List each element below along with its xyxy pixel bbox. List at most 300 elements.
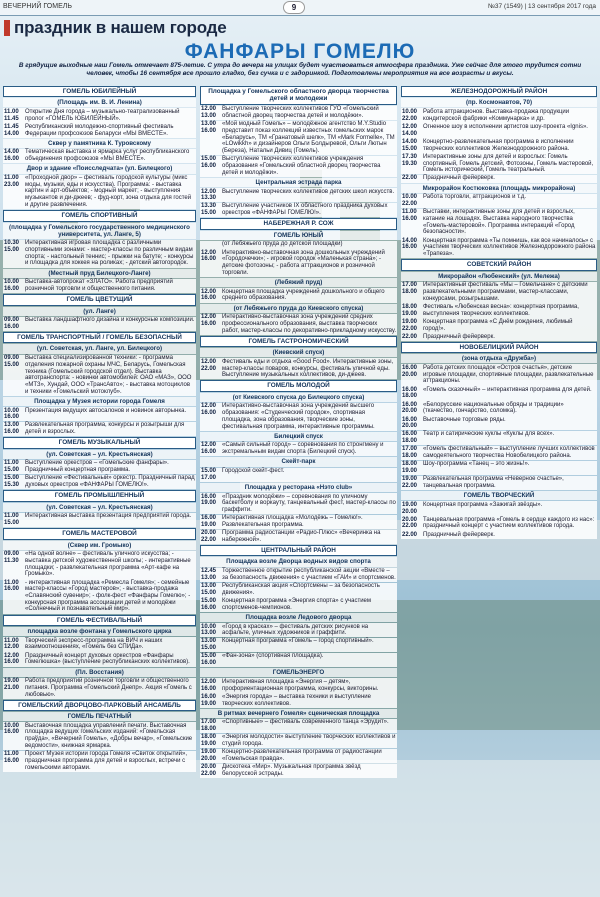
schedule-row [200, 203, 397, 217]
event-time: 13.00 15.00 [201, 638, 217, 652]
schedule-row [200, 358, 397, 379]
venue-heading: (Площадь им. В. И. Ленина) [3, 98, 196, 107]
event-time: 17.00 18.00 [402, 446, 418, 460]
schedule-row [3, 175, 196, 210]
venue-heading: (ул. Советская, ул. Ланге, ул. Билецкого) [3, 344, 196, 353]
schedule-row [200, 241, 397, 249]
venue-heading: Площадка возле Дворца водных видов спорта [200, 557, 397, 566]
event-time: 11.00 16.00 [4, 751, 20, 764]
event-description: (от Лебяжьего пруда до детской площадки) [222, 241, 343, 248]
event-time: 12.00 16.00 [201, 403, 217, 417]
event-time: 12.00 14.00 [402, 123, 418, 137]
venue-heading: Двор и здание «Поисследчата» (ул. Билецкого) [3, 164, 196, 173]
event-description: Выставочная площадка управлений печати. Выставочная площадка ведущих гомельских изданий: «Гомельская праўда», «Вечерний Гомель», «Добры вечар», «Гомельские ведомости», книжная ярмарка. [25, 722, 193, 749]
event-time: 13.00 16.00 [4, 422, 20, 436]
event-time: 14.00 15.00 [402, 138, 418, 152]
schedule-row [3, 123, 196, 137]
venue-heading: Площадка у ресторана «Нэто club» [200, 483, 397, 492]
schedule-row [3, 751, 196, 772]
event-description: Интерактивная площадка «Молодёжь – Гомелю!». Развлекательная программа. [222, 515, 363, 528]
section-heading: Площадка у Гомельского областного дворца творчества детей и молодежи [200, 86, 397, 105]
schedule-section [200, 432, 397, 457]
event-description: «Спортивные» – фестиваль современного танца «Эрудит». [222, 719, 389, 726]
program-column-3 [401, 86, 597, 891]
rubric [0, 17, 600, 39]
event-time: 15.00 16.00 [201, 156, 217, 169]
rubric-title: праздник в нашем городе [14, 18, 227, 37]
event-time: 15.00 16.00 [201, 653, 217, 667]
event-time: 12.00 13.00 [201, 106, 217, 119]
schedule-section [3, 164, 196, 209]
schedule-section [200, 380, 397, 430]
schedule-row [401, 446, 597, 460]
event-time: 09.00 16.00 [4, 317, 20, 330]
schedule-row [401, 194, 597, 208]
event-time: 15.00 16.00 [201, 597, 217, 611]
schedule-row [200, 734, 397, 748]
venue-heading: Площадка возле Ледового дворца [200, 613, 397, 622]
event-time: 17.30 19.30 [402, 153, 418, 167]
schedule-row [3, 240, 196, 268]
schedule-row [200, 719, 397, 733]
schedule-row [401, 364, 597, 385]
event-time: 19.00 20.00 [201, 749, 217, 763]
schedule-row [401, 531, 597, 539]
schedule-section [401, 342, 597, 490]
event-description: Фестиваль «Любенская весна»: концертная программа, выступления творческих коллективов. [423, 303, 579, 317]
event-description: Концертная программа «С Днём рождения, любимый город!». [423, 318, 573, 332]
event-description: Театр и сатирические куклы «Куклы для всех». [423, 431, 555, 438]
venue-heading: (ул. Советская – ул. Крестьянская) [3, 450, 196, 459]
schedule-section [3, 668, 196, 699]
event-description: Интерактивные зоны для детей и взрослых: Гомель спортивный, Гомель детский, Фотозоны, Гомель мастеровой, Гомель исторический, Гомель театральный. [423, 153, 594, 174]
schedule-row [200, 188, 397, 202]
schedule-row [3, 355, 196, 396]
section-heading: ГОМЕЛЬ ЮБИЛЕЙНЫЙ [3, 86, 196, 97]
venue-heading: ГОМЕЛЬЭНЕРГО [200, 668, 397, 677]
event-description: Выступление творческих коллективов учреждения образования «Гомельский областной дворец творчества детей и молодёжи». [222, 156, 381, 176]
schedule-section [3, 139, 196, 164]
event-time: 20.00 22.00 [201, 764, 217, 777]
event-description: Концертная программа «Ты помнишь, как все начиналось» с участием творческих коллективов Железнодорожного района «Трапеза». [423, 237, 596, 258]
venue-heading: (Местный пруд Билецкого-Ланге) [3, 269, 196, 278]
schedule-row [3, 678, 196, 699]
schedule-row [200, 623, 397, 637]
event-description: Интерактивная площадка «Энергия – детям», профориентационная программа, конкурсы, викторины. [222, 678, 379, 692]
event-time: 16.00 18.00 [402, 386, 418, 400]
event-description: Республиканский молодежно-спортивный фестиваль Федерации профсоюзов Беларуси «МЫ ВМЕСТЕ». [25, 123, 174, 137]
schedule-row [3, 652, 196, 666]
event-time: 11.00 12.00 [4, 637, 20, 651]
schedule-row [401, 476, 597, 490]
schedule-section [401, 86, 597, 183]
schedule-row [200, 403, 397, 431]
event-time: 20.00 22.00 [402, 516, 418, 530]
event-time: 15.00 17.00 [201, 468, 217, 481]
event-description: «Энергия молодости» выступление творческих коллективов и студий города. [222, 734, 396, 748]
schedule-row [3, 637, 196, 651]
event-description: Программа радиостанции «Радио-Плюс» «Вечеринка на набережной». [222, 530, 381, 543]
section-heading: ГОМЕЛЬ ГАСТРОНОМИЧЕСКИЙ [200, 336, 397, 347]
event-time: 17.00 18.00 [402, 282, 418, 295]
schedule-row [3, 722, 196, 750]
schedule-row [401, 461, 597, 475]
schedule-row [401, 175, 597, 183]
schedule-row [3, 551, 196, 579]
event-time: 11.00 16.00 [402, 209, 418, 222]
event-description: Выставка ландшафтного дизайна и конкурсные композиции. [25, 317, 195, 324]
event-description: Творческий экспресс-программа на ВИЧ и наших взаимоотношениях, «Гомель без СПИДа». [25, 637, 163, 651]
event-time: 12.00 16.00 [4, 652, 20, 666]
schedule-row [401, 282, 597, 303]
event-time: 10.00 22.00 [402, 108, 418, 122]
venue-heading: (Киевский спуск) [200, 348, 397, 357]
schedule-row [401, 153, 597, 174]
event-description: Фестиваль еды и отдыха «Good Food». Интерактивные зоны, мастер-классы поваров, конкурсы, фестиваль уличной еды. Выступление музыкальных коллективов, ди-джеев. [222, 358, 394, 379]
event-description: «Гомель сказочный» – интерактивная программа для детей. [423, 386, 592, 393]
event-description: Шоу-программа «Танец – это жизнь!». [423, 461, 530, 468]
event-time: 17.00 18.00 [201, 719, 217, 733]
section-heading: ЖЕЛЕЗНОДОРОЖНЫЙ РАЙОН [401, 86, 597, 97]
venue-heading: В ритмах вечернего Гомеля» сценическая площадка [200, 709, 397, 718]
event-time: 10.30 15.00 [4, 240, 20, 253]
event-description: Проект Музея истории города Гомеля «Свиток открытий», праздничная программа для детей и взрослых, встречи с гомельскими авторами. [25, 751, 188, 771]
schedule-section [200, 278, 397, 303]
issue-info: №37 (1549) | 13 сентября 2017 года [487, 3, 596, 10]
lead-paragraph: В грядущие выходные наш Гомель отмечает 875-летие. С утра до вечера на улицах будет чувствоваться атмосфера праздника. Уже сейчас для этого трудится сотни человек, чтобы 16 сентября все прошло гладко, без сучка и с задоринкой. Подготовлены мероприятия на все возрасты и вкусы. [18, 62, 582, 77]
schedule-row [3, 279, 196, 293]
event-description: «Фан-зона» (спортивная площадка). [222, 653, 324, 660]
section-heading: НОВОБЕЛИЦКИЙ РАЙОН [401, 342, 597, 353]
event-description: Интерактивная выставка презентация предприятий города. [25, 513, 192, 520]
schedule-section [200, 218, 397, 277]
schedule-row [3, 317, 196, 331]
schedule-row [200, 568, 397, 582]
schedule-row [200, 530, 397, 544]
schedule-row [200, 121, 397, 156]
schedule-row [401, 416, 597, 430]
schedule-section [200, 613, 397, 667]
event-time: 19.00 21.00 [4, 678, 20, 691]
event-description: Праздничный фейерверк. [423, 175, 495, 182]
event-time: 12.00 22.00 [201, 358, 217, 372]
schedule-section [200, 709, 397, 778]
schedule-section [3, 86, 196, 138]
schedule-section [200, 668, 397, 708]
schedule-row [401, 333, 597, 341]
event-time: 16.00 19.00 [201, 515, 217, 528]
schedule-row [401, 138, 597, 152]
event-description: Открытие Дня города – музыкально-театрализованный пролог «ГОМЕЛЬ ЮБИЛЕЙНЫЙ». [25, 108, 180, 122]
event-description: Торжественное открытие республиканской акции «Вместе – за безопасность движения» с участием «ГАИ» и спортсменов. [222, 568, 396, 581]
section-heading: ГОМЕЛЬ СПОРТИВНЫЙ [3, 210, 196, 221]
event-time: 16.00 19.00 [201, 693, 217, 707]
schedule-row [401, 318, 597, 332]
event-time: 12.00 16.00 [201, 678, 217, 692]
event-time: 10.00 16.00 [4, 722, 20, 736]
schedule-section [3, 332, 196, 396]
section-heading: ГОМЕЛЬ МАСТЕРОВОЙ [3, 528, 196, 539]
schedule-section [401, 491, 597, 539]
schedule-section [200, 483, 397, 544]
schedule-row [401, 123, 597, 137]
event-description: Дискотека «Мир». Музыкальная программа звёзд белорусской эстрады. [222, 764, 361, 777]
event-time: 10.00 13.00 [201, 623, 217, 637]
event-time: 11.00 23.00 [4, 175, 20, 188]
schedule-row [3, 149, 196, 163]
event-description: Интерактивная игровая площадка с различными спортивными зонами: - мастер-классы по различным видам спорта; - настольный теннис; - прыжки на батуте; - конкурсы и площадка для хоккея на роликах; - детский автогородок. [25, 240, 194, 267]
schedule-section [200, 336, 397, 380]
event-time: 12.00 13.30 [201, 188, 217, 202]
schedule-row [401, 516, 597, 530]
schedule-section [200, 178, 397, 218]
event-time: 10.00 22.00 [402, 194, 418, 208]
event-description: Выступление участников IX областного праздника духовых оркестров «ФАНФАРЫ ГОМЕЛЮ!». [222, 203, 388, 217]
schedule-row [401, 401, 597, 415]
event-description: «Город в красках» – фестиваль детских рисунков на асфальте, уличных художников и граффити. [222, 623, 369, 637]
section-heading: ГОМЕЛЬСКИЙ ДВОРЦОВО-ПАРКОВЫЙ АНСАМБЛЬ [3, 700, 196, 711]
schedule-row [200, 249, 397, 277]
event-time: 19.00 20.00 [402, 501, 418, 515]
event-description: Выступление творческих коллективов детских школ искусств. [222, 188, 395, 195]
event-description: Праздничный фейерверк. [423, 333, 495, 340]
schedule-row [200, 288, 397, 302]
event-time: 20.00 22.00 [201, 530, 217, 543]
schedule-row [200, 493, 397, 514]
event-description: «На одной волне» – фестиваль уличного искусства; - выставка детской художественной школы; - интерактивные площадки; - развлекательная программа «Арт-кафе на Громыко». [25, 551, 191, 578]
schedule-section [200, 457, 397, 482]
schedule-row [401, 386, 597, 400]
event-time: 22.00 [402, 333, 418, 340]
schedule-row [3, 407, 196, 421]
event-description: Выставка-автопрокат «ЗЛАТО». Работа предприятий розничной торговли и общественного питания. [25, 279, 173, 292]
schedule-row [200, 597, 397, 611]
schedule-section [3, 397, 196, 437]
venue-heading: Сквер у памятника К. Туровскому [3, 139, 196, 148]
venue-heading: ГОМЕЛЬ ПЕЧАТНЫЙ [3, 712, 196, 721]
venue-heading: (ул. Ланге) [3, 307, 196, 316]
event-time: 12.00 16.00 [201, 442, 217, 456]
schedule-row [3, 475, 196, 489]
headline: ФАНФАРЫ ГОМЕЛЮ [184, 40, 416, 63]
venue-heading: ГОМЕЛЬ ЮНЫЙ [200, 231, 397, 240]
venue-heading: Центральная эстрада парка [200, 178, 397, 187]
venue-heading: Билецкий спуск [200, 432, 397, 441]
event-description: «Самый сильный город» – соревнования по стронгмену и экстремальным видам спорта (Билецкий спуск). [222, 442, 384, 456]
schedule-row [401, 303, 597, 317]
venue-heading: Площадка у Музея истории города Гомеля [3, 397, 196, 406]
event-description: Интерактивно-выставочная зона дошкольных учреждений «Городочечки»; - игровой городок «Маленькая страна»; - детские фотозоны; - работа аттракционов и розничной торговли. [222, 249, 385, 276]
schedule-row [200, 653, 397, 667]
schedule-row [200, 583, 397, 597]
event-description: Городской скейт-фест. [222, 468, 285, 475]
schedule-row [200, 442, 397, 456]
schedule-section [3, 269, 196, 294]
schedule-row [200, 156, 397, 177]
event-description: Концертная программа «Энергия спорта» с участием спортсменов-чемпионов. [222, 597, 372, 611]
section-heading: ЦЕНТРАЛЬНЫЙ РАЙОН [200, 545, 397, 556]
schedule-row [200, 764, 397, 778]
event-description: - интерактивная площадка «Ремесла Гомеля»; - семейные мастер-классы «Город мастеров»; - выставка-продажа «Славянский сувенир»; - фолк-фест «Фанфары Гомелю»; - конкурсная программа ассоциации детей и молодёжи «Солнечный и познавательный мир». [25, 579, 191, 613]
section-heading: ГОМЕЛЬ ФЕСТИВАЛЬНЫЙ [3, 615, 196, 626]
event-time: 13.00 16.00 [201, 121, 217, 134]
venue-heading: Скейт-парк [200, 457, 397, 466]
schedule-row [200, 515, 397, 529]
schedule-row [3, 460, 196, 474]
schedule-section [3, 490, 196, 527]
venue-heading: Микрорайон «Любенский» (ул. Мележа) [401, 272, 597, 281]
event-time: 09.00 11.30 [4, 551, 20, 564]
schedule-row [200, 468, 397, 482]
event-time: 15.00 15.30 [4, 475, 20, 489]
event-time: 19.00 22.00 [402, 476, 418, 489]
event-description: Развлекательная программа «Неверное счастье», танцевальная программа. [423, 476, 564, 489]
event-description: «Праздник молодёжи» – соревнования по уличному баскетболу и воркауту, танцевальный фест, мастер-классы по граффити. [222, 493, 396, 514]
event-description: Интерактивно-выставочная зона учреждений высшего образования: «Студенческий городок», спортивная площадка, зона образования, творческие зоны, фестивальная программа, интерактивные программы. [222, 403, 375, 430]
schedule-row [401, 501, 597, 515]
venue-heading: площадка возле фонтана у Гомельского цирка [3, 627, 196, 636]
event-description: Работа предприятий розничной торговли и общественного питания. Программа «Гомельский Днепр». Акция «Гомель с любовью». [25, 678, 192, 698]
event-description: Работа детских площадок «Остров счастья», детские игровые площадки, спортивные площадки, развлекательные аттракционы. [423, 364, 594, 385]
schedule-section [3, 615, 196, 667]
event-time: 16.00 20.00 [402, 416, 418, 430]
schedule-section [3, 528, 196, 613]
event-time: 11.00 11.45 [4, 108, 19, 122]
event-time: 11.00 16.00 [4, 579, 20, 593]
event-description: Концертная площадка учреждений дошкольного и общего среднего образования. [222, 288, 385, 302]
event-description: Концертная программа «Гомель – город спортивный». [222, 638, 374, 645]
section-heading: НАБЕРЕЖНАЯ Р. СОЖ [200, 218, 397, 229]
schedule-row [3, 108, 196, 122]
schedule-section [200, 545, 397, 612]
event-description: «Гомель фестивальный» – выступление лучших коллективов самодеятельного творчества Новобелицкого района. [423, 446, 595, 460]
schedule-section [3, 437, 196, 489]
schedule-row [3, 422, 196, 436]
schedule-row [401, 237, 597, 258]
event-description: Концертно-развлекательная программа в исполнении творческих коллективов Железнодорожного района. [423, 138, 574, 152]
schedule-row [200, 678, 397, 692]
event-time: 22.00 [402, 531, 418, 538]
event-description: Праздничный фейерверк. [423, 531, 495, 538]
event-time: 13.00 15.00 [201, 583, 217, 596]
event-description: Концертная программа «Зажигай звёзды». [423, 501, 543, 508]
event-description: Танцевальная программа «Гомель в сердце каждого из нас»: праздничный концерт с участием коллективов города. [423, 516, 595, 530]
schedule-row [401, 209, 597, 237]
venue-heading: Микрорайон Костюковка (площадь микрорайона) [401, 184, 597, 193]
venue-heading: (Пл. Восстания) [3, 668, 196, 677]
rubric-marker [4, 20, 10, 36]
event-description: Выставочные торговые ряды. [423, 416, 506, 423]
event-description: Презентация ведущих автосалонов и новинок авторынка. [25, 407, 187, 414]
event-time: 12.45 13.00 [201, 568, 217, 581]
schedule-section [401, 184, 597, 259]
venue-heading: (Сквер им. Громыко) [3, 541, 196, 550]
program-column-1 [3, 86, 196, 891]
event-time: 16.00 18.00 [402, 431, 418, 445]
schedule-section [3, 210, 196, 267]
section-heading: ГОМЕЛЬ МОЛОДОЙ [200, 380, 397, 391]
venue-heading: (пр. Космонавтов, 70) [401, 98, 597, 107]
event-description: Интерактивно-выставочная зона учреждений средних профессионального образования, выставка творческих работ, мастер-классы по декоративно-прикладному искусству. [222, 314, 396, 334]
schedule-row [3, 513, 196, 527]
event-description: «Мой модный Гомель» – молодёжное агентство M.Y.Studio представит показ коллекций известных гомельских марок «Беларусь», ТМ «Гранатовый шелк», ТМ «Mark Formelle», ТМ «LOwikkh» и дизайнеров Ольги Болдыревой, Ольги Лютын (Береза), Натальи Дивиц (Гомель). [222, 121, 395, 155]
event-time: 11.00 15.00 [4, 460, 20, 474]
event-description: «Белорусские национальные обряды и традиции» (ткачество, гончарство, соломка). [423, 401, 564, 415]
masthead [0, 0, 600, 16]
event-time: 12.00 16.00 [201, 288, 217, 302]
section-heading: СОВЕТСКИЙ РАЙОН [401, 259, 597, 270]
event-time: 18.00 19.00 [402, 461, 418, 475]
event-time: 22.00 [402, 175, 418, 182]
event-time: 13.30 15.00 [201, 203, 217, 217]
venue-heading: (площадка у Гомельского государственного медицинского университета, ул. Ланге, 5) [3, 223, 196, 239]
schedule-row [200, 638, 397, 652]
schedule-row [3, 579, 196, 614]
schedule-row [200, 314, 397, 335]
section-heading: ГОМЕЛЬ МУЗЫКАЛЬНЫЙ [3, 437, 196, 448]
event-time: 16.00 19.00 [201, 493, 217, 507]
section-heading: ГОМЕЛЬ ТРАНСПОРТНЫЙ / ГОМЕЛЬ БЕЗОПАСНЫЙ [3, 332, 196, 343]
event-description: Работа торговли, аттракционов и т.д. [423, 194, 527, 201]
event-description: Выступление оркестров – «Гомельские фанфары». Праздничный концертная программа. [25, 460, 169, 474]
event-description: Развлекательная программа, конкурсы и розыгрыши для детей и взрослых. [25, 422, 185, 436]
event-time: 09.00 15.00 [4, 355, 20, 368]
event-time: 14.00 16.00 [4, 149, 20, 163]
event-description: Огненное шоу в исполнении артистов шоу-проекта «Ignis». [423, 123, 588, 130]
page-number: 9 [283, 1, 305, 14]
venue-heading: (зона отдыха «Дружба») [401, 354, 597, 363]
event-description: Выставки, интерактивные зоны для детей и взрослых, катание на лошадях. Выставка народного творчества «Гомель-мастеровой». Программа интеракций «Город безопасности». [423, 209, 575, 236]
venue-heading: (от Лебяжьего пруда до Киевского спуска) [200, 304, 397, 313]
event-description: «Энергия города» – выставка техники и выступление творческих коллективов. [222, 693, 371, 707]
schedule-section [200, 86, 397, 177]
event-time: 18.00 19.00 [201, 734, 217, 748]
event-time: 19.00 22.00 [402, 318, 418, 332]
event-time: 16.00 20.00 [402, 364, 418, 378]
schedule-row [401, 108, 597, 122]
venue-heading: (Лебяжий пруд) [200, 278, 397, 287]
event-time: 12.00 16.00 [201, 314, 217, 327]
event-description: Республиканская акция «Спортсмены – за безопасность движения». [222, 583, 380, 596]
event-description: Выступление творческих коллективов ГУО «Гомельский областной дворец творчества детей и молодёжи». [222, 106, 379, 119]
venue-heading: (от Киевского спуска до Билецкого спуска) [200, 393, 397, 402]
program-column-2 [200, 86, 397, 891]
event-time [201, 241, 222, 248]
schedule-row [401, 431, 597, 445]
event-time: 12.00 16.00 [201, 249, 217, 263]
schedule-row [200, 749, 397, 763]
event-time: 14.00 16.00 [402, 237, 418, 251]
event-description: Концертно-развлекательная программа от радиостанции «Гомельская правда». [222, 749, 382, 763]
event-description: Тематическая выставка и ярмарка услуг республиканского объединения профсоюзов «МЫ ВМЕСТЕ». [25, 149, 190, 163]
event-description: Выставка специализированной техники: - программа отделения пожарной охраны МЧС, Беларусь, Гомельская техника (Гомельский городской отдел). Выставка автотранспорта: - новинки автомобилей: ОАО «МАЗ», ООО «МТЗ», Хундай, ООО «ТрансАвто»; - выставка мотоциклов и техники «Гомельский мотоклуб». [25, 355, 192, 395]
event-time: 18.00 19.00 [402, 303, 418, 317]
venue-heading: ГОМЕЛЬ ТВОРЧЕСКИЙ [401, 491, 597, 500]
venue-heading: (ул. Советская – ул. Крестьянская) [3, 503, 196, 512]
event-time: 10.00 16.00 [4, 407, 20, 421]
section-heading: ГОМЕЛЬ ПРОМЫШЛЕННЫЙ [3, 490, 196, 501]
schedule-row [200, 693, 397, 707]
event-time: 11.45 14.00 [4, 123, 20, 137]
schedule-section [200, 304, 397, 335]
event-time: 16.00 20.00 [402, 401, 418, 415]
event-time: 11.00 15.00 [4, 513, 20, 526]
event-description: Выступление «Фестивальный» оркестр. Праздничный парад духовых оркестров «ФАНФАРЫ ГОМЕЛЮ!». [25, 475, 195, 489]
event-description: «Проходной двор» – фестиваль городской культуры (микс моды, музыки, еды и искусства). Программа: - выставка картин и арт-объектов; - модный маркет; - выступления музыкантов и ди-джеев; - фуд-корт, зона отдыха для гостей и другие развлечения. [25, 175, 192, 208]
event-description: Праздничный концерт духовых оркестров «Фанфары Гомелюшка» (выступление республиканских коллективов). [25, 652, 190, 666]
event-time: 10.00 16.00 [4, 279, 20, 292]
schedule-row [200, 106, 397, 120]
